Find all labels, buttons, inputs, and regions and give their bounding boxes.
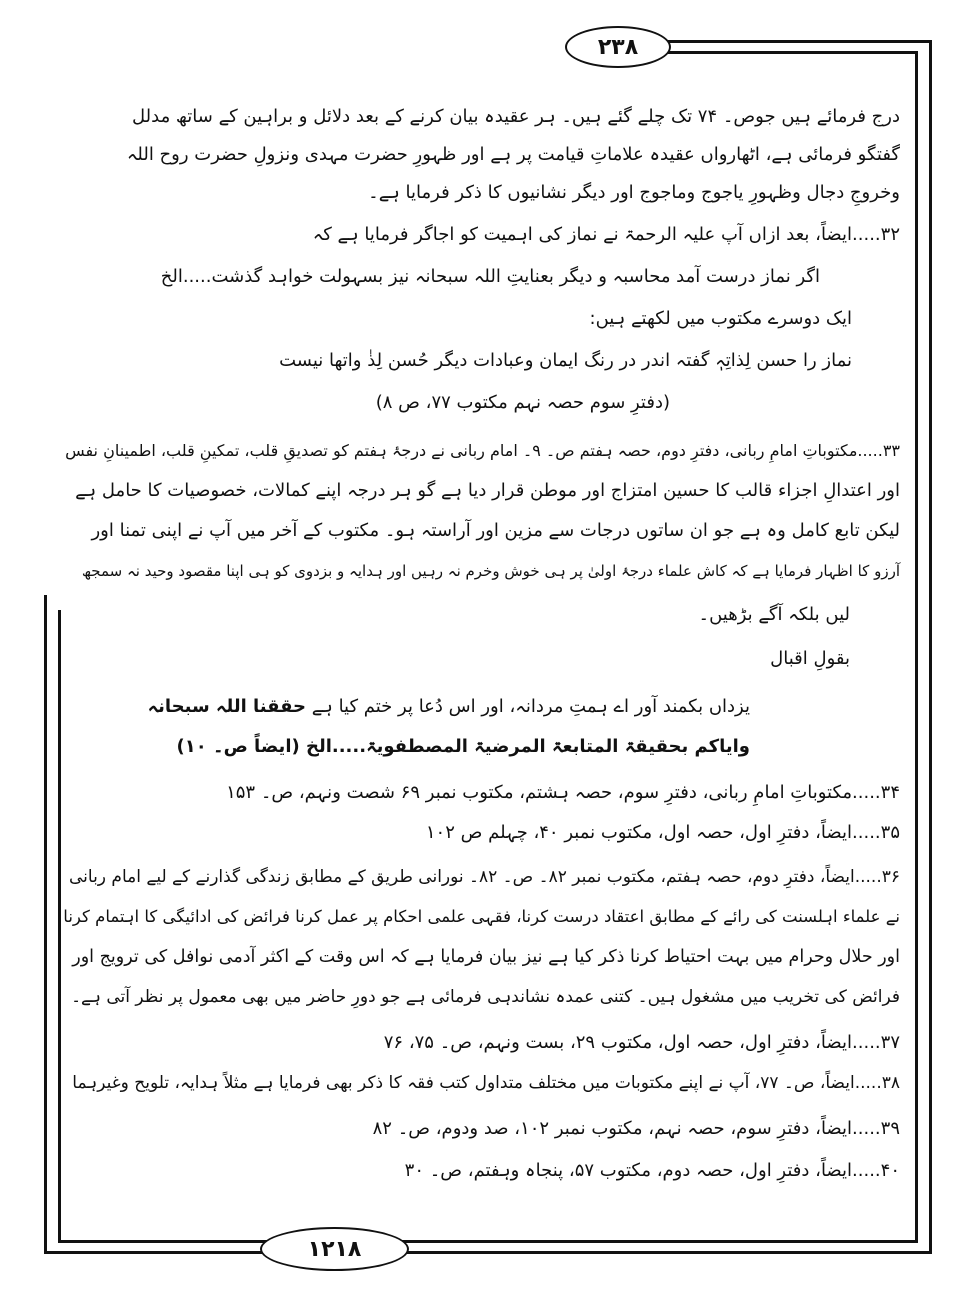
border-left-outer xyxy=(44,595,47,1254)
border-top-inner xyxy=(668,51,916,54)
border-left-inner xyxy=(58,610,61,1243)
para1-line2: گفتگو فرمائی ہے، اٹھارواں عقیدہ علاماتِ قیامت پر ہے اور ظہورِ حضرت مہدی ونزولِ حضرت روح اللہ xyxy=(126,144,900,165)
border-right-inner xyxy=(915,51,918,1241)
verse-line xyxy=(148,688,750,726)
border-right-outer xyxy=(929,40,932,1252)
bottom-page-number xyxy=(260,1227,409,1271)
para1-line3: وخروجِ دجال وظہورِ یاجوج وماجوج اور دیگر نشانیوں کا ذکر فرمایا ہے۔ xyxy=(368,182,900,203)
arabic-prayer-line: وایاکم بحقیقۃ المتابعۃ المرضیۃ المصطفویۃ.....الخ (ایضاً ص۔ ۱۰) xyxy=(176,736,750,757)
note-33-line2: اور اعتدالِ اجزاء قالب کا حسین امتزاج اور موطن قرار دیا ہے گو ہر درجہ اپنے کمالات، خصوصیات کا حامل ہے xyxy=(75,480,900,501)
persian-quote-1: اگر نماز درست آمد محاسبہ و دیگر بعنایتِ اللہ سبحانہ نیز بسہولت خواہد گذشت.....الخ xyxy=(160,266,820,287)
para1-line1: درج فرمائے ہیں جوص۔ ۷۴ تک چلے گئے ہیں۔ ہر عقیدہ بیان کرنے کے بعد دلائل و براہین کے ساتھ مدلل xyxy=(132,106,900,127)
note-38: ۳۸.....ایضاً، ص۔ ۷۷، آپ نے اپنے مکتوبات میں مختلف متداول کتب فقہ کا ذکر بھی فرمایا ہے مثلاً ہدایہ، تلویح وغیرہما xyxy=(72,1073,900,1093)
note-33-line4: آرزو کا اظہار فرمایا ہے کہ کاش علماء درجۂ اولیٰ پر ہی خوش وخرم نہ رہیں اور ہدایہ و بزدوی کو ہی اپنا مقصود وحید نہ سمجھ xyxy=(81,562,900,580)
verse-arabic: حققنا اللہ سبحانہ xyxy=(147,696,307,717)
iqbal-label: بقولِ اقبال xyxy=(770,648,850,669)
persian-quote-2: نماز را حسن لِذاتِہٖ گفتہ اندر در رنگ ایمان وعبادات دیگر حُسن لِذٰ واتھا نیست xyxy=(279,350,852,371)
note-33-line3: لیکن تابع کامل وہ ہے جو ان ساتوں درجات سے مزین اور آراستہ ہو۔ مکتوب کے آخر میں آپ نے اپنی تمنا اور xyxy=(91,520,900,541)
top-page-number xyxy=(565,26,671,68)
note-33-line1: ۳۳.....مکتوباتِ امامِ ربانی، دفترِ دوم، حصہ ہفتم ص۔ ۹۔ امام ربانی نے درجۂ ہفتم کو تصدیقِ قلب، تمکینِ قلب، اطمینانِ نفس xyxy=(65,441,900,460)
border-bottom-outer xyxy=(44,1251,932,1254)
reference-1: (دفترِ سوم حصہ نہم مکتوب ۷۷، ص ۸) xyxy=(375,392,670,413)
note-32: ۳۲.....ایضاً، بعد ازاں آپ علیہ الرحمۃ نے نماز کی اہمیت کو اجاگر فرمایا ہے کہ xyxy=(312,224,900,245)
note-36-line1: ۳۶.....ایضاً، دفترِ دوم، حصہ ہفتم، مکتوب نمبر ۸۲۔ ص۔ ۸۲۔ نورانی طریق کے مطابق زندگی گذارنے کے لیے امام ربانی xyxy=(69,867,900,887)
verse-text: یزداں بکمند آور اے ہمتِ مردانہ، اور اس دُعا پر ختم کیا ہے xyxy=(311,696,750,717)
note-39: ۳۹.....ایضاً، دفترِ سوم، حصہ نہم، مکتوب نمبر ۱۰۲، صد ودوم، ص۔ ۸۲ xyxy=(372,1118,900,1139)
border-top-outer xyxy=(668,40,930,43)
note-36-line3: اور حلال وحرام میں بہت احتیاط کرنا ذکر کیا ہے نیز بیان فرمایا ہے کہ اس وقت کے اکثر آدمی نوافل کی ترویج اور xyxy=(72,947,900,967)
note-33-line5: لیں بلکہ آگے بڑھیں۔ xyxy=(698,604,850,625)
note-37: ۳۷.....ایضاً، دفترِ اول، حصہ اول، مکتوب ۲۹، بست ونہم، ص۔ ۷۵، ۷۶ xyxy=(383,1032,900,1053)
border-bottom-inner xyxy=(58,1240,918,1243)
intro-second-letter: ایک دوسرے مکتوب میں لکھتے ہیں: xyxy=(589,308,852,329)
bottom-page-number-text: ۱۲۱۸ xyxy=(307,1236,362,1262)
note-40: ۴۰.....ایضاً، دفترِ اول، حصہ دوم، مکتوب ۵۷، پنجاہ وہفتم، ص۔ ۳۰ xyxy=(404,1160,900,1181)
note-35: ۳۵.....ایضاً، دفترِ اول، حصہ اول، مکتوب نمبر ۴۰، چہلم ص ۱۰۲ xyxy=(425,822,900,843)
note-34: ۳۴.....مکتوباتِ امامِ ربانی، دفترِ سوم، حصہ ہشتم، مکتوب نمبر ۶۹ شصت ونہم، ص۔ ۱۵۳ xyxy=(226,782,900,803)
note-36-line2: نے علماء اہلسنت کی رائے کے مطابق اعتقاد درست کرنا، فقہی علمی احکام پر عمل کرنا فرائض کی ادائیگی کا اہتمام کرنا xyxy=(63,907,900,926)
note-36-line4: فرائض کی تخریب میں مشغول ہیں۔ کتنی عمدہ نشاندہی فرمائی ہے جو دورِ حاضر میں بھی معمول پر نظر آتی ہے۔ xyxy=(71,987,900,1007)
top-page-number-text: ۲۳۸ xyxy=(597,34,639,60)
